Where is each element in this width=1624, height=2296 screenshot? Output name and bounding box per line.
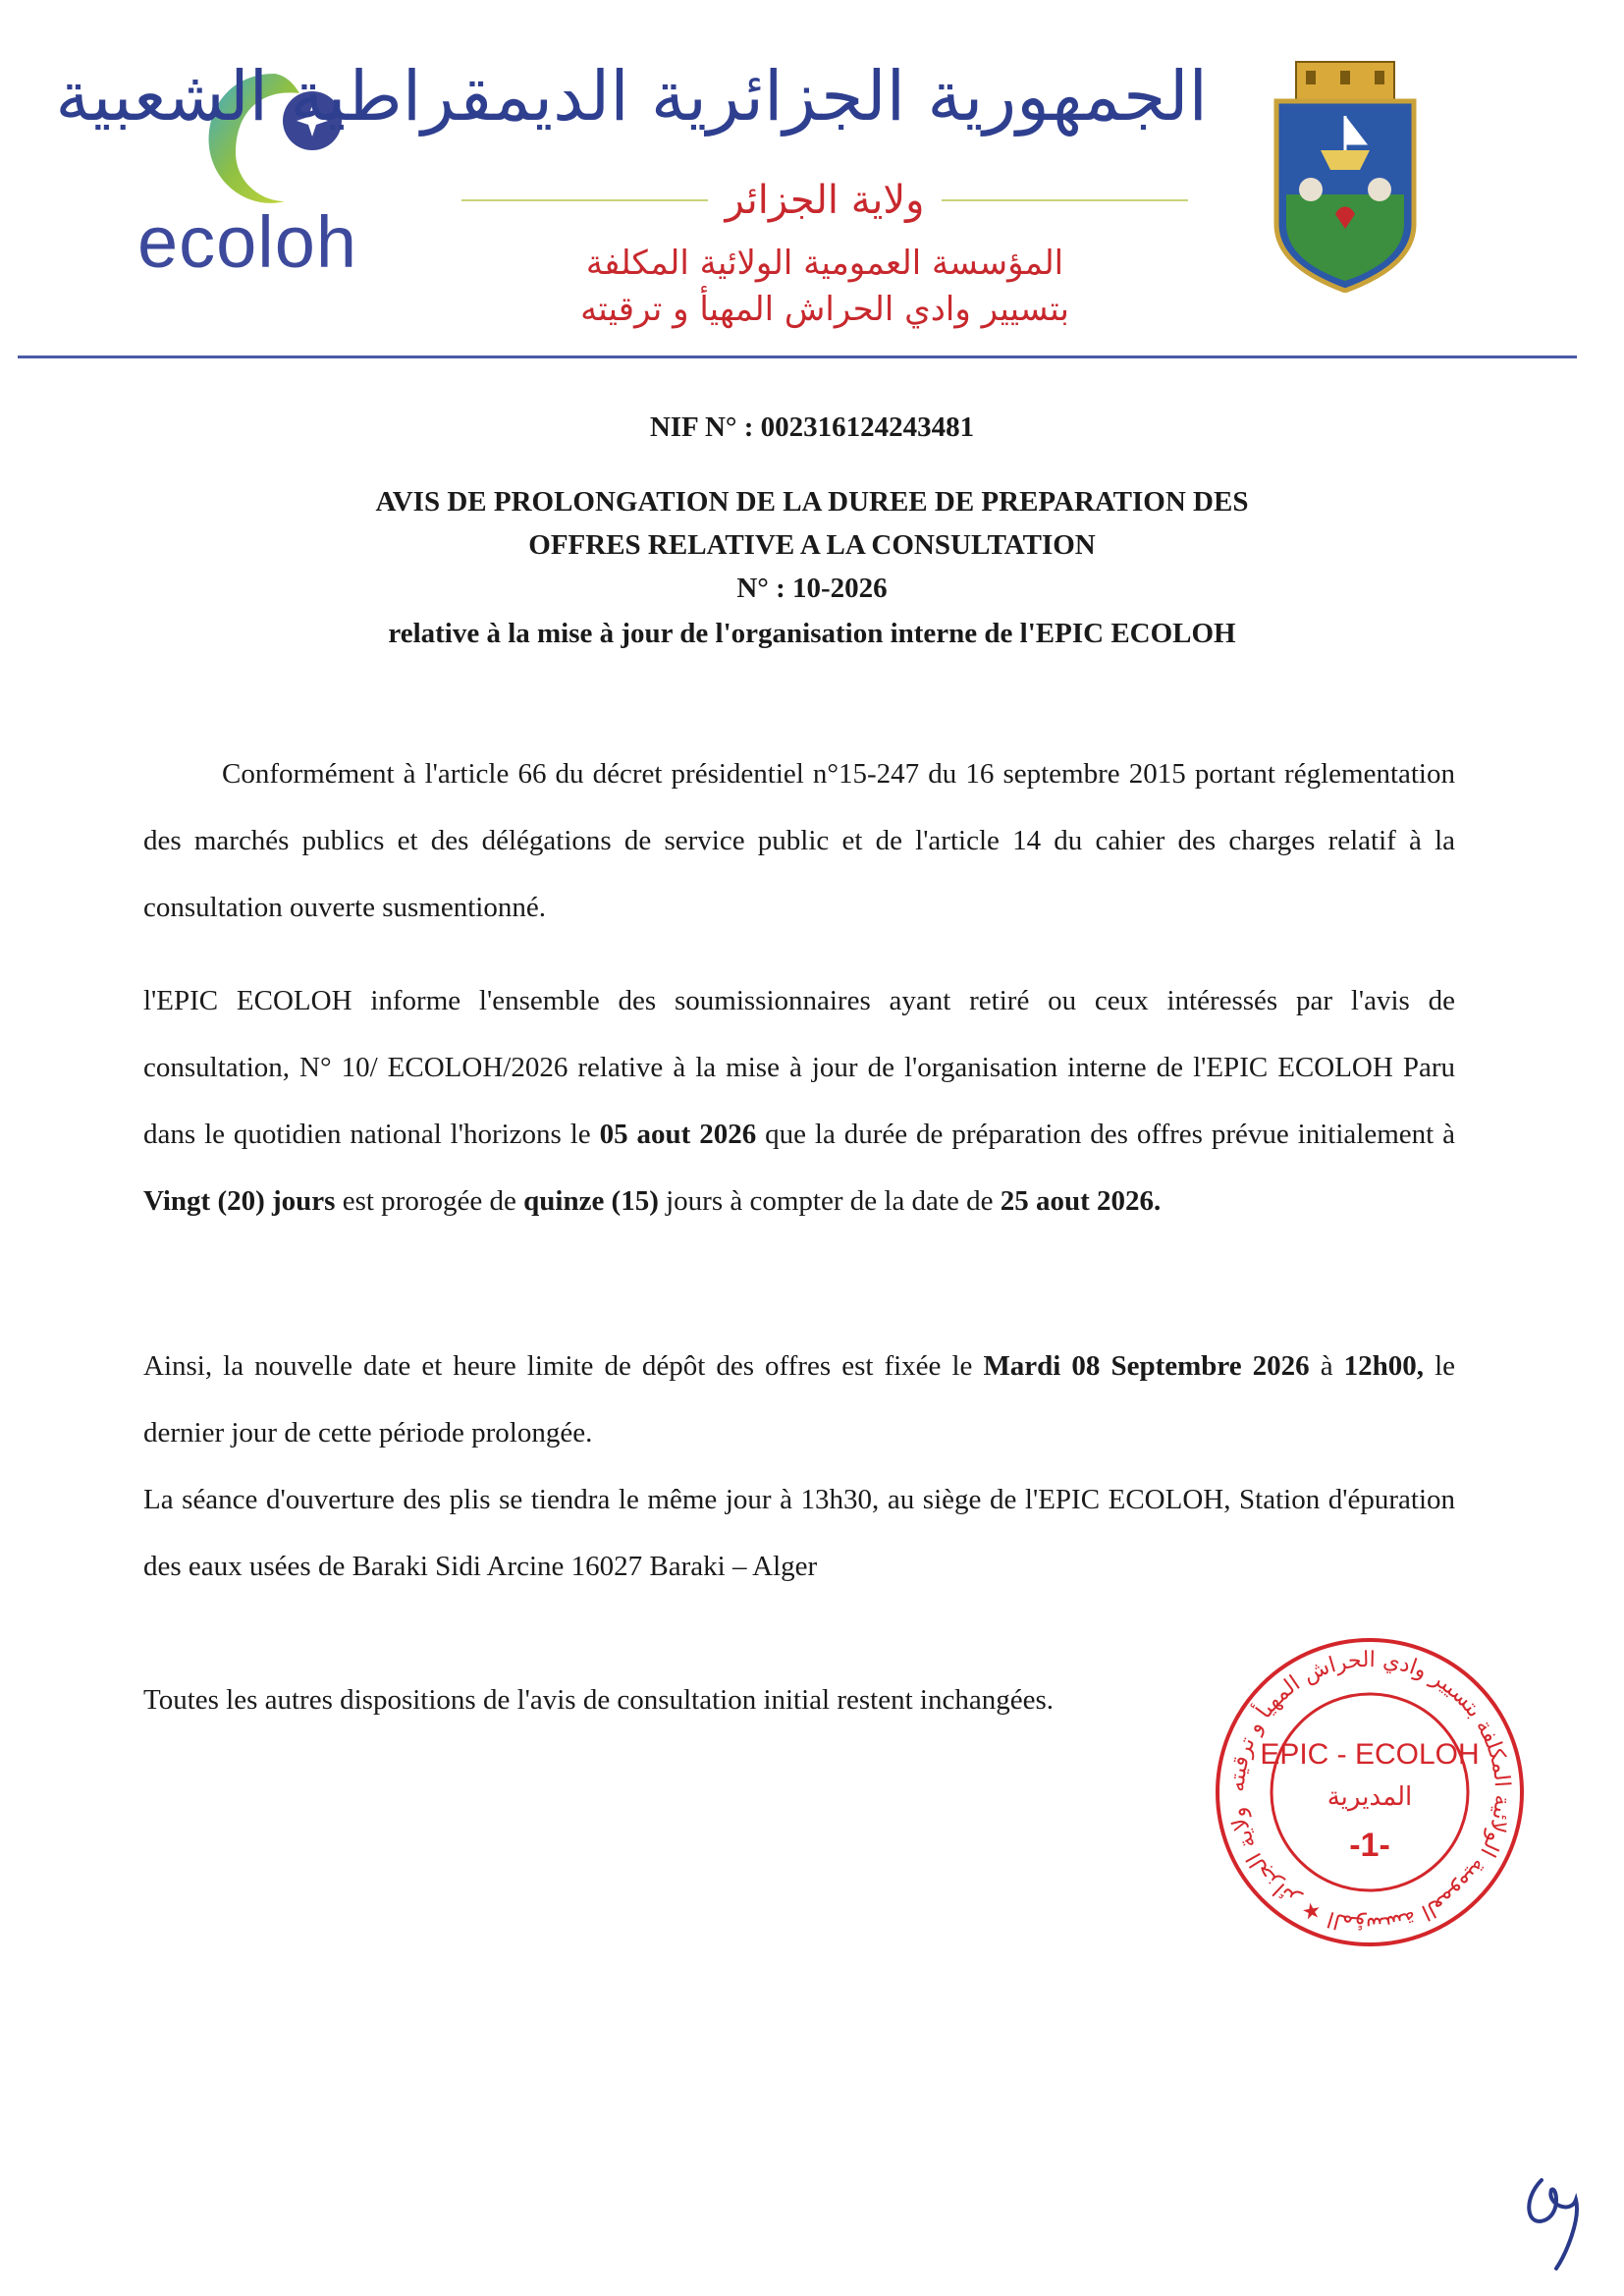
stamp-org-name: EPIC - ECOLOH [1260,1738,1480,1771]
publication-date: 05 aout 2026 [599,1119,757,1150]
document-subject: relative à la mise à jour de l'organisation interne de l'EPIC ECOLOH [388,618,1236,649]
consultation-number: N° : 10-2026 [736,573,888,604]
divider [942,199,1188,201]
logo-wordmark: ecoloh [137,201,358,283]
initial-duration: Vingt (20) jours [143,1185,336,1217]
deadline-date: Mardi 08 Septembre 2026 [983,1350,1310,1382]
signature-initials [1512,2160,1600,2278]
paragraph-legal-basis: Conformément à l'article 66 du décret présidentiel n°15-247 du 16 septembre 2015 portant réglementation des marchés publics et des délégations de service public et de l'article 14 du cahier des charges relatif à la consultation ouverte susmentionné. [143,758,1455,923]
text-span: est prorogée de [335,1185,524,1217]
wilaya-emblem-icon [1267,57,1424,293]
text-span: jours à compter de la date de [658,1185,1001,1217]
arabic-institution-line1: المؤسسة العمومية الولائية المكلفة [585,244,1064,283]
paragraph-extension-notice [143,967,1455,1234]
text-span: Ainsi, la nouvelle date et heure limite de dépôt des offres est fixée le [143,1350,984,1382]
arabic-wilaya-heading [461,177,1188,224]
text-span: à [1309,1350,1344,1382]
divider [461,199,708,201]
text-span: que la durée de préparation des offres prévue initialement à [756,1119,1455,1150]
extension-duration: quinze (15) [523,1185,659,1217]
official-stamp [1208,1630,1532,1954]
stamp-direction: المديرية [1326,1782,1413,1812]
arabic-wilaya-text: ولاية الجزائر [725,178,925,223]
paragraph-opening-session: La séance d'ouverture des plis se tiendra le même jour à 13h30, au siège de l'EPIC ECOLOH, Station d'épuration des eaux usées de Baraki Sidi Arcine 16027 Baraki – Alger [143,1484,1455,1582]
nif-number: NIF N° : 002316124243481 [649,411,975,443]
text-span: le dernier jour de cette période prolongée. [143,1350,1456,1449]
extension-start-date: 25 aout 2026. [1000,1185,1162,1217]
arabic-republic-heading: الجمهورية الجزائرية الديمقراطية الشعبية [55,56,1208,137]
paragraph-new-deadline [143,1333,1455,1466]
deadline-time: 12h00, [1343,1350,1425,1382]
stamp-ring-text: ولاية الجزائر ★ المؤسسة العمومية الولائية المكلفة بتسيير وادي الحراش المهيأ و ترقيته [1224,1647,1515,1938]
text-span: l'EPIC ECOLOH informe l'ensemble des soumissionnaires ayant retiré ou ceux intéressés par l'avis de consultation, N° 10/ ECOLOH/2026 relative à la mise à jour de l'organisation interne de l'EPIC ECOLOH Paru dans le quotidien national l'horizons le [143,985,1455,1150]
document-title-line1: AVIS DE PROLONGATION DE LA DUREE DE PREPARATION DES [375,486,1249,518]
arabic-institution-line2: بتسيير وادي الحراش المهيأ و ترقيته [580,290,1069,329]
paragraph-other-provisions: Toutes les autres dispositions de l'avis de consultation initial restent inchangées. [143,1684,1054,1716]
stamp-number: -1- [1349,1827,1390,1864]
header-divider [18,355,1577,358]
document-title-line2: OFFRES RELATIVE A LA CONSULTATION [528,529,1096,561]
